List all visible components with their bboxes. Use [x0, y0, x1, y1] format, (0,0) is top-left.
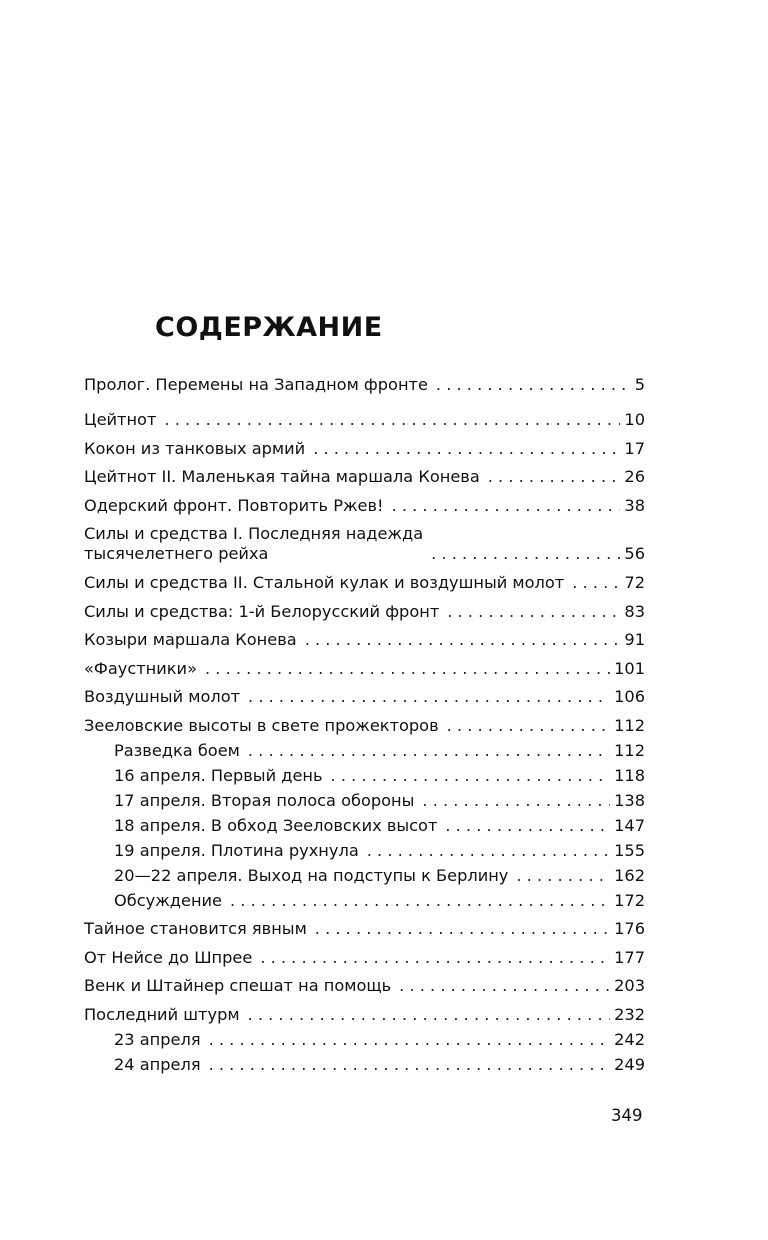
- toc-entry-page: 172: [614, 890, 645, 910]
- toc-entry-title: Козыри маршала Конева: [84, 630, 297, 649]
- toc-entry-page: 112: [614, 740, 645, 760]
- toc-entry-title: [84, 524, 423, 564]
- dot-leader: [572, 573, 620, 593]
- toc-entry: [84, 602, 645, 622]
- toc-entry-title: Кокон из танковых армий: [84, 438, 306, 458]
- toc-entry-title: Тайное становится явным: [84, 919, 307, 938]
- toc-subentry: [84, 741, 645, 761]
- toc-entry-title: «Фаустники»: [84, 658, 197, 678]
- dot-leader: [305, 630, 621, 650]
- toc-entry: [84, 948, 645, 968]
- dot-leader: [422, 791, 610, 811]
- toc-entry-page: 17: [624, 438, 645, 458]
- toc-entry-page: 101: [614, 658, 645, 678]
- dot-leader: [313, 439, 620, 459]
- toc-entry-page: 203: [614, 976, 645, 995]
- dot-leader: [248, 687, 610, 707]
- toc-entry-page: 83: [624, 601, 645, 621]
- toc-entry: [84, 410, 645, 430]
- table-of-contents: [84, 375, 645, 1080]
- toc-subentry: [84, 816, 645, 836]
- toc-entry-page: 176: [614, 919, 645, 938]
- toc-entry-title: Воздушный молот: [84, 687, 241, 706]
- page-number: 349: [611, 1106, 643, 1125]
- toc-entry-title-line2: тысячелетнего рейха: [84, 544, 269, 563]
- dot-leader: [447, 602, 620, 622]
- toc-entry-title: 19 апреля. Плотина рухнула: [114, 840, 359, 860]
- dot-leader: [331, 766, 611, 786]
- toc-entry-page: 106: [614, 687, 645, 706]
- toc-entry: [84, 659, 645, 679]
- toc-entry: [84, 1005, 645, 1025]
- toc-entry: [84, 524, 645, 564]
- dot-leader: [248, 741, 610, 761]
- toc-entry-title: Последний штурм: [84, 1004, 240, 1024]
- dot-leader: [436, 375, 631, 395]
- toc-subentry: [84, 791, 645, 811]
- toc-entry-title: 17 апреля. Вторая полоса обороны: [114, 790, 415, 810]
- dot-leader: [399, 976, 610, 996]
- toc-entry: [84, 467, 645, 487]
- toc-entry: [84, 919, 645, 939]
- toc-subentry: [84, 1030, 645, 1050]
- toc-entry-page: 138: [614, 790, 645, 810]
- dot-leader: [230, 891, 610, 911]
- dot-leader: [205, 659, 610, 679]
- toc-entry-page: 232: [614, 1004, 645, 1024]
- toc-entry-title: Одерский фронт. Повторить Ржев!: [84, 495, 384, 515]
- toc-entry: [84, 687, 645, 707]
- toc-entry-title: 20—22 апреля. Выход на подступы к Берлину: [114, 865, 509, 885]
- dot-leader: [248, 1005, 611, 1025]
- toc-entry-title: Разведка боем: [114, 740, 240, 760]
- toc-entry-title: Зееловские высоты в свете прожекторов: [84, 715, 439, 735]
- toc-subentry: [84, 841, 645, 861]
- toc-entry-title: Венк и Штайнер спешат на помощь: [84, 976, 392, 995]
- toc-entry-page: 155: [614, 840, 645, 860]
- toc-entry: [84, 716, 645, 736]
- toc-entry-title: Цейтнот: [84, 410, 157, 429]
- toc-entry-page: 56: [624, 544, 645, 563]
- toc-entry-title: От Нейсе до Шпрее: [84, 947, 253, 967]
- toc-entry-page: 91: [624, 630, 645, 649]
- toc-entry: [84, 976, 645, 996]
- dot-leader: [447, 716, 610, 736]
- toc-entry-page: 177: [614, 947, 645, 967]
- dot-leader: [260, 948, 610, 968]
- toc-subentry: [84, 866, 645, 886]
- toc-entry: [84, 375, 645, 395]
- dot-leader: [516, 866, 610, 886]
- page-title: СОДЕРЖАНИЕ: [155, 312, 383, 343]
- toc-entry-page: 112: [614, 715, 645, 735]
- toc-entry-title: Обсуждение: [114, 890, 223, 910]
- toc-entry-page: 242: [614, 1029, 645, 1049]
- toc-entry: [84, 496, 645, 516]
- toc-entry-page: 249: [614, 1054, 645, 1074]
- toc-entry-page: 5: [634, 375, 645, 394]
- toc-entry-title: Пролог. Перемены на Западном фронте: [84, 375, 428, 394]
- dot-leader: [315, 919, 610, 939]
- toc-entry: [84, 630, 645, 650]
- dot-leader: [488, 467, 621, 487]
- toc-entry-page: 118: [614, 765, 645, 785]
- toc-entry-title: Силы и средства II. Стальной кулак и воздушный молот: [84, 573, 565, 592]
- toc-entry-page: 162: [614, 865, 645, 885]
- toc-subentry: [84, 891, 645, 911]
- toc-entry-title: 18 апреля. В обход Зееловских высот: [114, 815, 438, 835]
- toc-entry-page: 38: [624, 495, 645, 515]
- toc-entry-title: 23 апреля: [114, 1029, 201, 1049]
- toc-entry-title: 16 апреля. Первый день: [114, 765, 323, 785]
- dot-leader: [164, 410, 620, 430]
- toc-subentry: [84, 766, 645, 786]
- toc-entry-page: 147: [614, 815, 645, 835]
- toc-entry-page: 10: [624, 410, 645, 429]
- dot-leader: [445, 816, 610, 836]
- dot-leader: [431, 544, 620, 564]
- dot-leader: [392, 496, 621, 516]
- dot-leader: [209, 1055, 611, 1075]
- toc-entry-page: 72: [624, 573, 645, 592]
- toc-entry-title: Силы и средства: 1-й Белорусский фронт: [84, 601, 440, 621]
- toc-entry: [84, 573, 645, 593]
- dot-leader: [209, 1030, 611, 1050]
- toc-entry-title-line1: Силы и средства I. Последняя надежда: [84, 524, 424, 543]
- toc-subentry: [84, 1055, 645, 1075]
- toc-entry-title: Цейтнот II. Маленькая тайна маршала Конева: [84, 467, 480, 486]
- toc-entry-title: 24 апреля: [114, 1054, 201, 1074]
- toc-entry: [84, 439, 645, 459]
- dot-leader: [367, 841, 610, 861]
- toc-entry-page: 26: [624, 467, 645, 486]
